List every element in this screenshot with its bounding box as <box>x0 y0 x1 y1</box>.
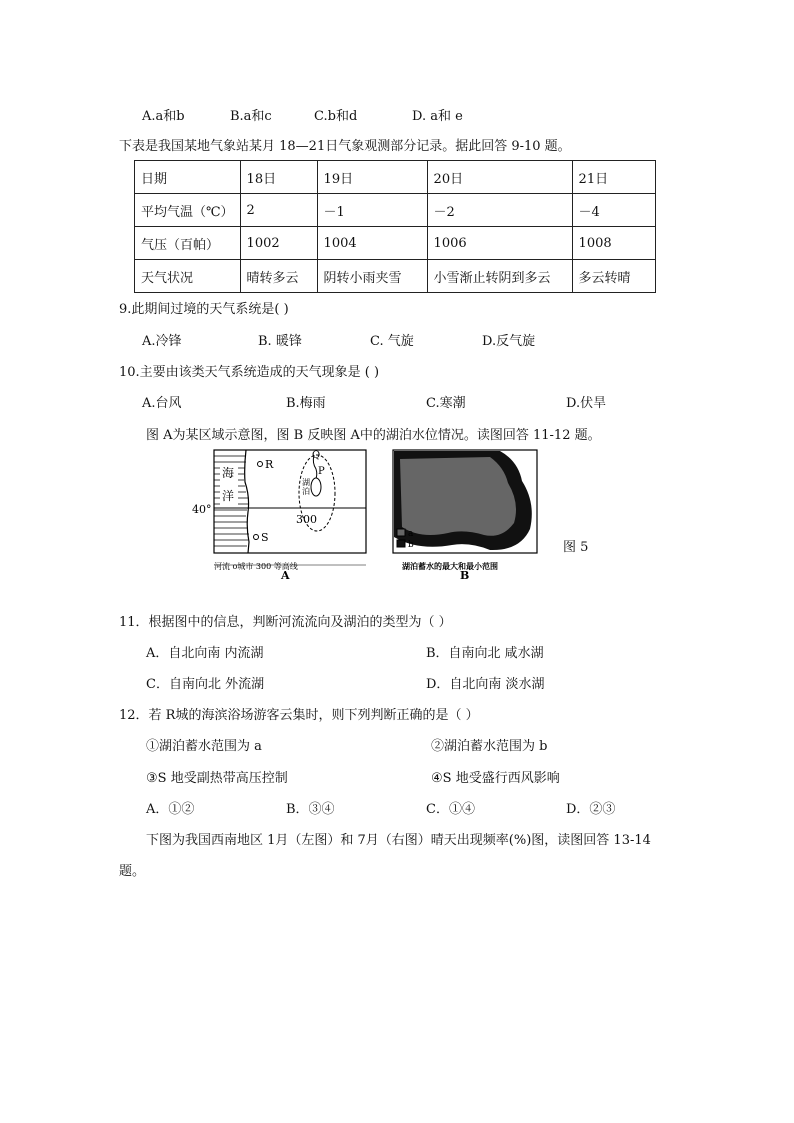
table-cell: －2 <box>427 194 572 227</box>
figure-b-map <box>390 447 540 582</box>
q12-statement-4: ④S 地受盛行西风影响 <box>431 771 560 786</box>
coastline <box>245 450 249 553</box>
table-cell: 21日 <box>572 161 655 194</box>
q8-option-c: C.b和d <box>314 109 358 124</box>
table-row <box>135 161 656 194</box>
q9-option-b: B. 暖锋 <box>258 334 302 349</box>
legend-b-swatch <box>397 540 405 547</box>
q12-option-b: B．③④ <box>286 802 335 817</box>
q8-option-a: A.a和b <box>142 109 185 124</box>
lake-min-extent <box>400 457 516 536</box>
table-cell: 阴转小雨夹雪 <box>317 260 427 293</box>
table-cell: －1 <box>317 194 427 227</box>
point-q-label: Q <box>312 450 321 461</box>
point-p-label: P <box>318 466 325 477</box>
table-cell: 小雪渐止转阴到多云 <box>427 260 572 293</box>
legend-a-swatch <box>397 529 405 536</box>
q9-option-c: C. 气旋 <box>370 334 414 349</box>
latitude-label: 40° <box>192 503 212 516</box>
q10-option-a: A.台风 <box>142 396 182 411</box>
figure-b-caption: B <box>460 569 470 582</box>
table-cell: 1002 <box>240 227 317 260</box>
q8-option-b: B.a和c <box>230 109 272 124</box>
q12-option-c: C．①④ <box>426 802 475 817</box>
q12-option-a: A．①② <box>146 802 195 817</box>
table-row <box>135 227 656 260</box>
q10-option-c: C.寒潮 <box>426 396 466 411</box>
figure-a-caption: A <box>281 569 290 582</box>
table-cell: 气压（百帕） <box>135 227 241 260</box>
figure-a-map <box>192 447 378 582</box>
table-cell: 日期 <box>135 161 241 194</box>
q12-option-d: D．②③ <box>566 802 616 817</box>
figure-label: 图 5 <box>563 540 589 555</box>
contour-value: 300 <box>296 513 317 526</box>
lake-outline <box>311 478 321 496</box>
table-cell: －4 <box>572 194 655 227</box>
q12-stem: 12．若 R城的海滨浴场游客云集时，则下列判断正确的是（ ） <box>119 708 479 723</box>
q11-option-c: C．自南向北 外流湖 <box>146 677 265 692</box>
sea-label-2: 洋 <box>222 489 235 503</box>
city-s-label: S <box>261 531 269 544</box>
q10-option-d: D.伏旱 <box>566 396 607 411</box>
city-s-marker <box>254 535 259 540</box>
weather-observation-table <box>134 160 656 293</box>
q12-statement-1: ①湖泊蓄水范围为 a <box>146 739 262 754</box>
table-cell: 20日 <box>427 161 572 194</box>
q10-stem: 10.主要由该类天气系统造成的天气现象是 ( ) <box>119 365 380 380</box>
table-cell: 多云转晴 <box>572 260 655 293</box>
q11-option-a: A．自北向南 内流湖 <box>146 646 264 661</box>
table-cell: 1006 <box>427 227 572 260</box>
q9-stem: 9.此期间过境的天气系统是( ) <box>119 302 289 317</box>
lake-label-2: 泊 <box>302 487 310 496</box>
figure-intro: 图 A为某区域示意图，图 B 反映图 A中的湖泊水位情况。读图回答 11-12 题。 <box>146 428 601 443</box>
table-cell: 天气状况 <box>135 260 241 293</box>
q10-option-b: B.梅雨 <box>286 396 326 411</box>
sea-label-1: 海 <box>222 466 235 480</box>
city-r-marker <box>258 462 263 467</box>
lake-label-1: 湖 <box>302 478 310 487</box>
legend-a-label: a <box>408 529 414 539</box>
figure-b-legend: 湖泊蓄水的最大和最小范围 <box>402 561 498 571</box>
legend-b-label: b <box>408 540 414 550</box>
table-intro: 下表是我国某地气象站某月 18—21日气象观测部分记录。据此回答 9-10 题。 <box>119 139 571 154</box>
table-cell: 2 <box>240 194 317 227</box>
city-r-label: R <box>265 458 274 471</box>
table-cell: 19日 <box>317 161 427 194</box>
table-cell: 晴转多云 <box>240 260 317 293</box>
q12-statement-2: ②湖泊蓄水范围为 b <box>431 739 548 754</box>
table-row <box>135 260 656 293</box>
q11-option-b: B．自南向北 咸水湖 <box>426 646 544 661</box>
table-row <box>135 194 656 227</box>
q11-option-d: D．自北向南 淡水湖 <box>426 677 545 692</box>
table-cell: 1008 <box>572 227 655 260</box>
q9-option-d: D.反气旋 <box>482 334 536 349</box>
table-cell: 平均气温（℃） <box>135 194 241 227</box>
q12-statement-3: ③S 地受副热带高压控制 <box>146 771 288 786</box>
table-cell: 18日 <box>240 161 317 194</box>
q9-option-a: A.冷锋 <box>142 334 182 349</box>
q8-option-d: D. a和 e <box>412 109 463 124</box>
q11-stem: 11．根据图中的信息，判断河流流向及湖泊的类型为（ ） <box>119 615 452 630</box>
next-intro-line-1: 下图为我国西南地区 1月（左图）和 7月（右图）晴天出现频率(%)图，读图回答 13-14 <box>146 833 651 848</box>
next-intro-line-2: 题。 <box>119 864 146 879</box>
figure-a-legend: 河流 o城市 300 等高线 <box>214 562 298 571</box>
table-cell: 1004 <box>317 227 427 260</box>
